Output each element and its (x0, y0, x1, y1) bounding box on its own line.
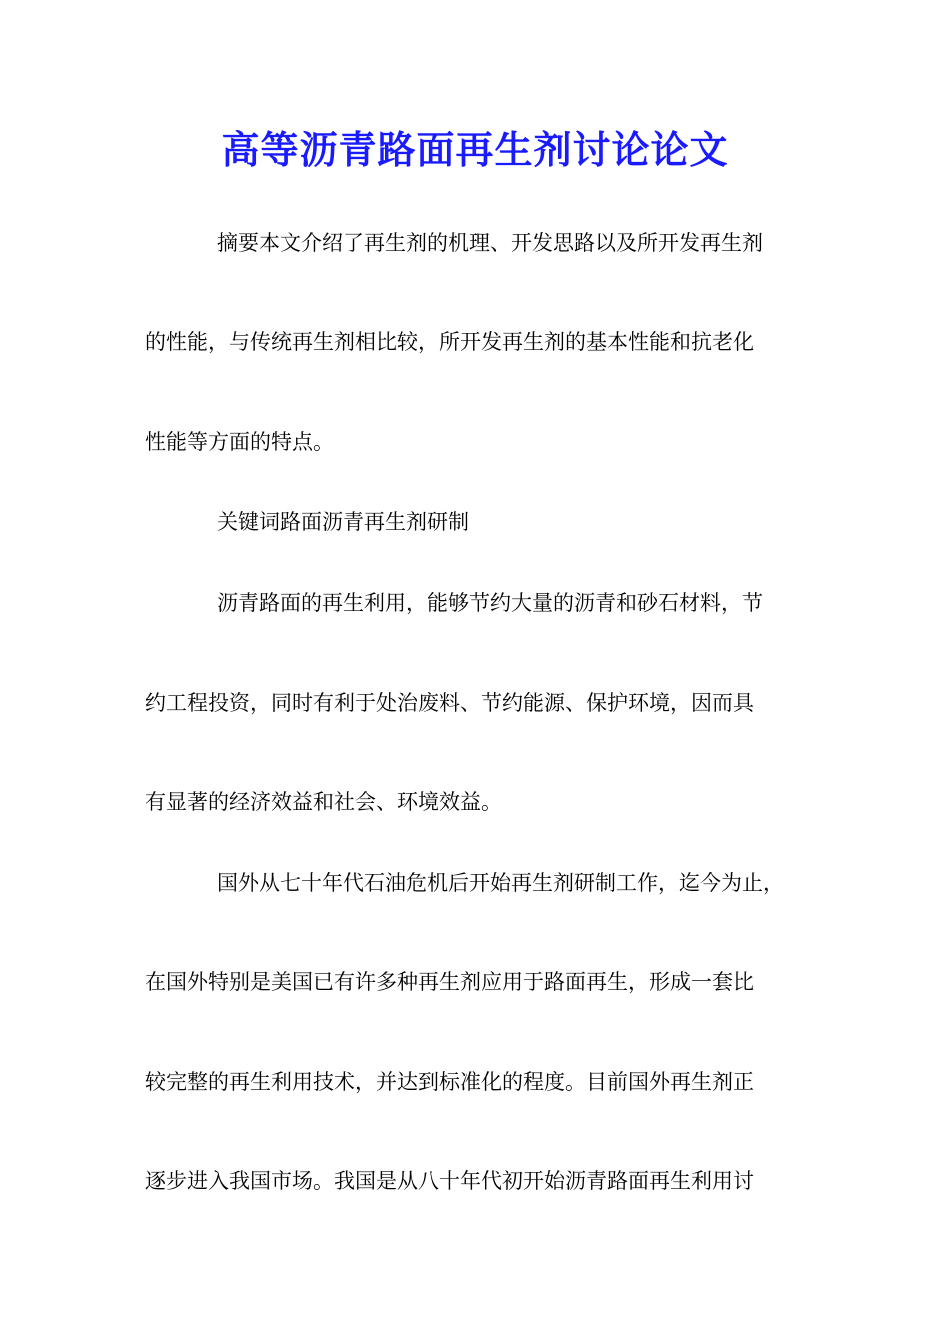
abstract-line-1: 摘要本文介绍了再生剂的机理、开发思路以及所开发再生剂 (217, 231, 763, 255)
paragraph-2-line-1: 国外从七十年代石油危机后开始再生剂研制工作，迄今为止， (217, 871, 784, 895)
paragraph-2-line-4: 逐步进入我国市场。我国是从八十年代初开始沥青路面再生利用讨 (145, 1169, 754, 1193)
paragraph-1-line-2: 约工程投资，同时有利于处治废料、节约能源、保护环境，因而具 (145, 691, 754, 715)
paragraph-2-line-3: 较完整的再生利用技术，并达到标准化的程度。目前国外再生剂正 (145, 1070, 754, 1094)
paragraph-2-line-2: 在国外特别是美国已有许多种再生剂应用于路面再生，形成一套比 (145, 970, 754, 994)
abstract-line-3: 性能等方面的特点。 (145, 430, 334, 454)
paragraph-1-line-3: 有显著的经济效益和社会、环境效益。 (145, 790, 502, 814)
abstract-line-2: 的性能，与传统再生剂相比较，所开发再生剂的基本性能和抗老化 (145, 330, 754, 354)
paragraph-1-line-1: 沥青路面的再生利用，能够节约大量的沥青和砂石材料，节 (217, 591, 763, 615)
document-title: 高等沥青路面再生剂讨论论文 (221, 127, 729, 172)
keywords-line: 关键词路面沥青再生剂研制 (217, 510, 469, 534)
